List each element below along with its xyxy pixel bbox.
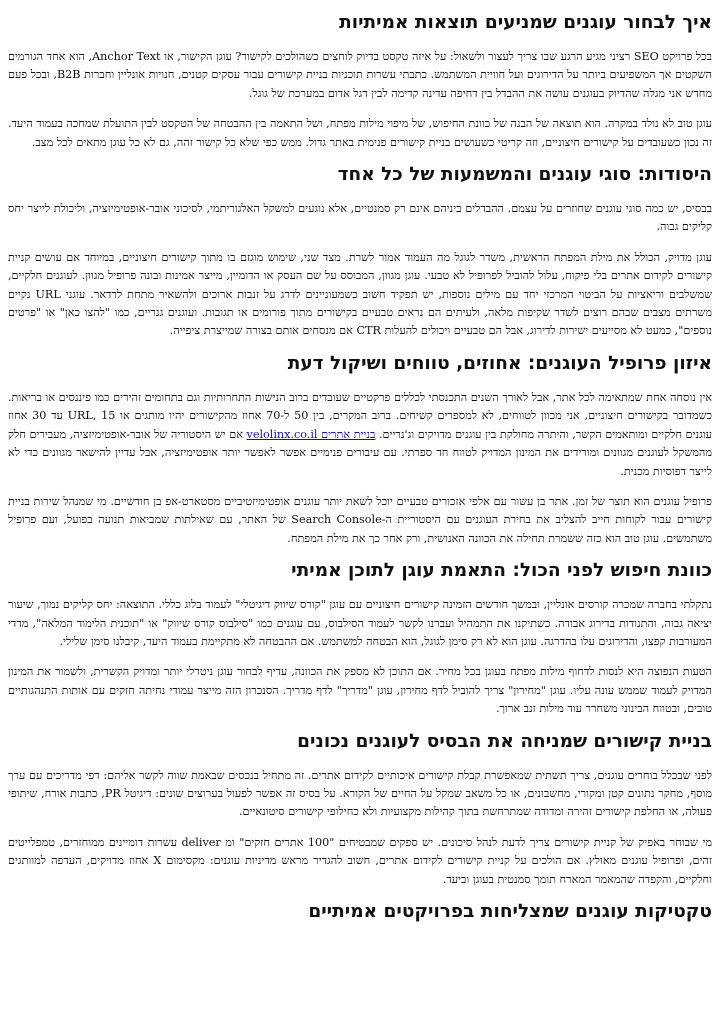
paragraph-text: אם יש היסטוריה של אובר-אופטימיזציה, מעבירים חלק מהמשקל לעוגנים מגוונים ומורידים את המינון המדויק לטווח חד ספרתי. עם עיבורים פנימיים אפשר לאפשר יותר אופטימיזציה, אבל עדיין להישאר מגוונים כדי לא לייצר דפוסיות מכנית. <box>8 427 712 478</box>
paragraph: עוגן טוב לא נולד במקרה. הוא תוצאה של הבנה של כוונת החיפוש, של מיפוי מילות מפתח, ושל התאמה בין ההבטחה של הטקסט לבין התועלת שמחכה בעמוד היעד. זה נכון כשעובדים על קישורים חיצוניים, וזה קריטי כשעושים בניית קישורים פנימית באתר גדול. ממש כפי שלא כל קישור זהה, גם לא כל עוגן מתאים לכל מצב. <box>8 117 712 149</box>
section-heading: איזון פרופיל העוגנים: אחוזים, טווחים ושיקול דעת <box>287 352 712 374</box>
paragraph: מי שבוחר באפיק של קניית קישורים צריך לדעת לנהל סיכונים. יש ספקים שמבטיחים "100 אתרים חזקים" ומ deliver עשרות דומיינים ממוחזרים, טמפלייטים זהים, ופרופיל עוגנים מאולץ. אם הולכים על קניית קישורים לקידום אתרים, חשוב להגדיר מראש מדיניות עוגנים: מקסימום X אחוז מדויקים, העדפה למוותגים וחלקיים, והקפדה שהמאמר המארח תומך סמנטית בעוגן וביעד. <box>8 835 713 886</box>
paragraph: הטעות הנפוצה היא לנסות לדחוף מילות מפתח בעוגן בכל מחיר. אם התוכן לא מספק את הכוונה, עדיף לבחור עוגן ניטרלי יותר ומדויק הקשרית, ולשמור את המינון המדויק לעמוד שממש עונה עליו. עוגן "מחירון" צריך להוביל לדף מחירון, עוגן "מדריך" לדף מדריך. הסנכרון הזה מייצר עמודי נחיתה חזקים עם אותות התנהגותיים טובים, ובטווח הבינוני משחרר עוד מילות זנב ארוך. <box>8 665 712 716</box>
paragraph: עוגן מדויק, הכולל את מילת המפתח הראשית, משדר לגוגל מה העמוד אמור לשרת. מצד שני, שימוש מוגזם בו מתוך קישורים חיצוניים, במיוחד אם עושים קניית קישורים לקידום אתרים בלי פיקוח, עלול להוביל לפרופיל לא טבעי. עוגן מגוון, המבוסס על שם העסק או הדומיין, מייצר אמינות ובונה פרופיל מגוון. לעוגנים חלקיים, שמשלבים וריאציות על הביטוי המרכזי יחד עם מילים נוספות, יש תפקיד חשוב כשמעוניינים לדרג על זנבות ארוכים ולהשאיר מתחת לרדאר. עוגני URL נקיים משרתים מצבים שבהם רוצים לשדר שקיפות מלאה, ולעיתים הם נראים טבעיים בקישורים מתוך פורומים או תגובות. ועוגנים גנריים, כמו "להצו כאן" או "פרטים נוספים", כמעט לא מסייעים ישירות לדירוג, אבל הם טבעיים ויכולים להעלות CTR אם מנסחים אותם בצורה שמייצרת ציפייה. <box>8 250 713 338</box>
section-heading: בניית קישורים שמניחה את הבסיס לעוגנים נכונים <box>297 730 712 752</box>
section-link-building <box>8 731 712 889</box>
paragraph: בכל פרויקט SEO רציני מגיע הרגע שבו צריך לעצור ולשאול: על איזה טקסט בדיוק לוחצים כשהולכים לקישור? עוגן הקישור, או Anchor Text, הוא אחד הגורמים השקטים אך המשפיעים ביותר על הדירוגים ועל חוויית המשתמש. כתבתי עשרות תוכניות בניית קישורים עבור עסקים קטנים, חנויות אונליין וחברות B2B, ובכל פעם מחדש אני מגלה שהדיוק בעוגנים עושה את ההבדל בין דחיפה עדינה קדימה לבין דגל אדום במערכת של גוגל. <box>8 50 713 100</box>
section-intro <box>8 12 712 152</box>
section-heading: היסודות: סוגי עוגנים והמשמעות של כל אחד <box>337 164 712 186</box>
paragraph: לפני שבכלל בוחרים עוגנים, צריך תשתית שמאפשרת קבלת קישורים איכותיים לקידום אתרים. זה מתחיל בנכסים שבאמת שווה לקשר אליהם: דפי מדריכים עם ערך מוסף, מחקר נתונים קטן ומקורי, מחשבונים, או כל משאב שמקל על החיים של הקורא. על בסיס זה אפשר לפעול בערוצים שונים: דיגיטל PR, כתבות אורח, שיתופי פעולה, או החלפת קישורים זהירה ומדודה שמתרחשת בתוך קהילות מקצועיות ולא כחילופי קישורים סיטונאיים. <box>8 768 712 819</box>
section-heading: טקטיקות עוגנים שמצליחות בפרויקטים אמיתיים <box>308 901 712 922</box>
paragraph: נתקלתי בחברה שמכרה קורסים אונליין, ובמשך חודשים הזמינה קישורים חיצוניים עם עוגן "קורס שיווק דיגיטלי" לעמוד בלוג כללי. התוצאה: יחס קליקים נמוך, שיעור יציאה גבוה, והתנודות בדירוג אבודה. כשתיקנו את התמהיל ועברנו לקשר לעמוד הסילבוס, עם עוגנים כמו "סילבוס קורס שיווק" או "תוכנית הלימוד המלאה", מדדי המעורבות קפצו, והדירוגים עלו בהדרגה. עוגן הוא לא רק סימן לגוגל, הוא הבטחה למשתמש. אם ההבטחה לא מתקיימת בעמוד היעד, קיבלנו סימן שלילי. <box>8 598 712 648</box>
paragraph <box>8 389 712 481</box>
section-tactics <box>8 901 712 923</box>
paragraph: בבסיס, יש כמה סוגי עוגנים שחוזרים על עצמם. ההבדלים ביניהם אינם רק סמנטיים, אלא נוגעים למשקל האלגוריתמי, לסיכוני אובר-אופטימיזציה, וליכולת לייצר יחס קליקים גבוה. <box>8 202 712 234</box>
section-search-intent <box>8 560 712 718</box>
section-anchor-types <box>8 164 712 341</box>
section-anchor-profile <box>8 353 712 548</box>
velolinx-link[interactable]: בניית אתרים velolinx.co.il <box>246 427 376 441</box>
section-heading: איך לבחור עוגנים שמניעים תוצאות אמיתיות <box>339 12 712 33</box>
paragraph: פרופיל עוגנים הוא תוצר של זמן. אתר בן עשור עם אלפי אזכורים טבעיים יוכל לשאת יותר עוגנים אופטימיזטיביים מסטארט-אפ בן חודשיים. מי שמנהל שירות בניית קישורים עבור לקוחות חייב להצליב את בחירת העוגנים עם היסטוריית ה-Search Console של האתר, עם שאילתות שמביאות תנועה בפועל, ועם פרופיל משתמשים. עוגן טוב הוא כזה ששמרת תחילה את הכוונה האנושית, ורק אחר כך את מילת המפתח. <box>8 494 712 545</box>
paragraph-text: אין נוסחה אחת שמתאימה לכל אתר, אבל לאורך השנים התכנסתי לכללים פרקטיים שעובדים ברוב הנישות התחרותיות וגם בתחומים זהירים כמו פיננסים או בריאות. כשמדובר בקישורים חיצוניים, אני מכוון לטווחים, לא למספרים קשיחים. ברוב המקרים, בין 50 ל-70 אחוז מהקישורים יהיו מותגים או URL, 15 עד 30 אחוז עוגנים חלקיים ומותאמים הקשר, והיתרה מחולקת בין עוגנים מדויקים וג'נריים. <box>8 390 713 441</box>
section-heading: כוונת חיפוש לפני הכול: התאמת עוגן לתוכן אמיתי <box>291 560 712 582</box>
